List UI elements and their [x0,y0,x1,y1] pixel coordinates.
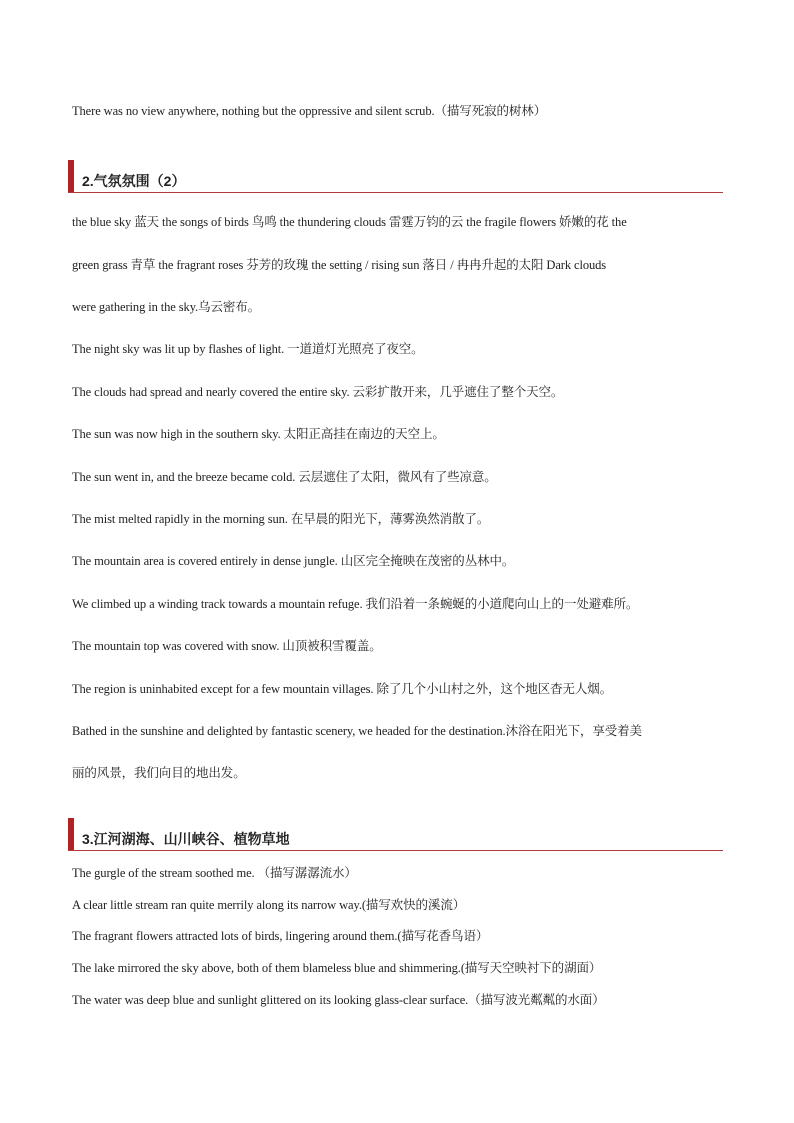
section-2-line: The clouds had spread and nearly covered the entire sky. 云彩扩散开来，几乎遮住了整个天空。 [72,385,564,399]
section-2-line: We climbed up a winding track towards a mountain refuge. 我们沿着一条蜿蜒的小道爬向山上的一处避难所。 [72,597,639,611]
section-2-line: The mountain area is covered entirely in dense jungle. 山区完全掩映在茂密的丛林中。 [72,554,515,568]
section-2-title: 2.气氛氛围（2） [82,173,186,189]
section-2-line: were gathering in the sky.乌云密布。 [72,300,261,314]
section-2-line: The mountain top was covered with snow. 山顶被积雪覆盖。 [72,639,382,653]
section-2-line: Bathed in the sunshine and delighted by fantastic scenery, we headed for the destination.沐浴在阳光下，享受着美 [72,724,642,738]
section-3-line: A clear little stream ran quite merrily along its narrow way.(描写欢快的溪流） [72,898,466,912]
section-3-heading [68,818,723,851]
section-2-line: the blue sky 蓝天 the songs of birds 鸟鸣 the thundering clouds 雷霆万钧的云 the fragile flowers 娇嫩的花 the [72,215,627,229]
section-2-line: The night sky was lit up by flashes of light. 一道道灯光照亮了夜空。 [72,342,424,356]
section-2-line: The mist melted rapidly in the morning sun. 在早晨的阳光下，薄雾涣然消散了。 [72,512,490,526]
section-3-line: The fragrant flowers attracted lots of birds, lingering around them.(描写花香鸟语） [72,929,489,943]
section-2-line: green grass 青草 the fragrant roses 芬芳的玫瑰 the setting / rising sun 落日 / 冉冉升起的太阳 Dark clouds [72,258,607,272]
section-3-line: The gurgle of the stream soothed me. （描写潺潺流水） [72,866,357,880]
section-3-line: The water was deep blue and sunlight glittered on its looking glass-clear surface.（描写波光粼粼的水面） [72,993,605,1007]
section-3-line: The lake mirrored the sky above, both of them blameless blue and shimmering.(描写天空映衬下的湖面） [72,961,602,975]
section-2-line: 丽的风景，我们向目的地出发。 [72,766,246,780]
section-2-line: The sun went in, and the breeze became cold. 云层遮住了太阳，微风有了些凉意。 [72,470,497,484]
heading-accent-bar [68,160,74,192]
intro-line: There was no view anywhere, nothing but the oppressive and silent scrub.（描写死寂的树林） [72,104,547,118]
section-2-line: The sun was now high in the southern sky. 太阳正高挂在南边的天空上。 [72,427,445,441]
section-2-heading [68,160,723,193]
section-2-line: The region is uninhabited except for a few mountain villages. 除了几个小山村之外，这个地区杳无人烟。 [72,682,613,696]
heading-accent-bar [68,818,74,850]
section-3-title: 3.江河湖海、山川峡谷、植物草地 [82,831,290,847]
